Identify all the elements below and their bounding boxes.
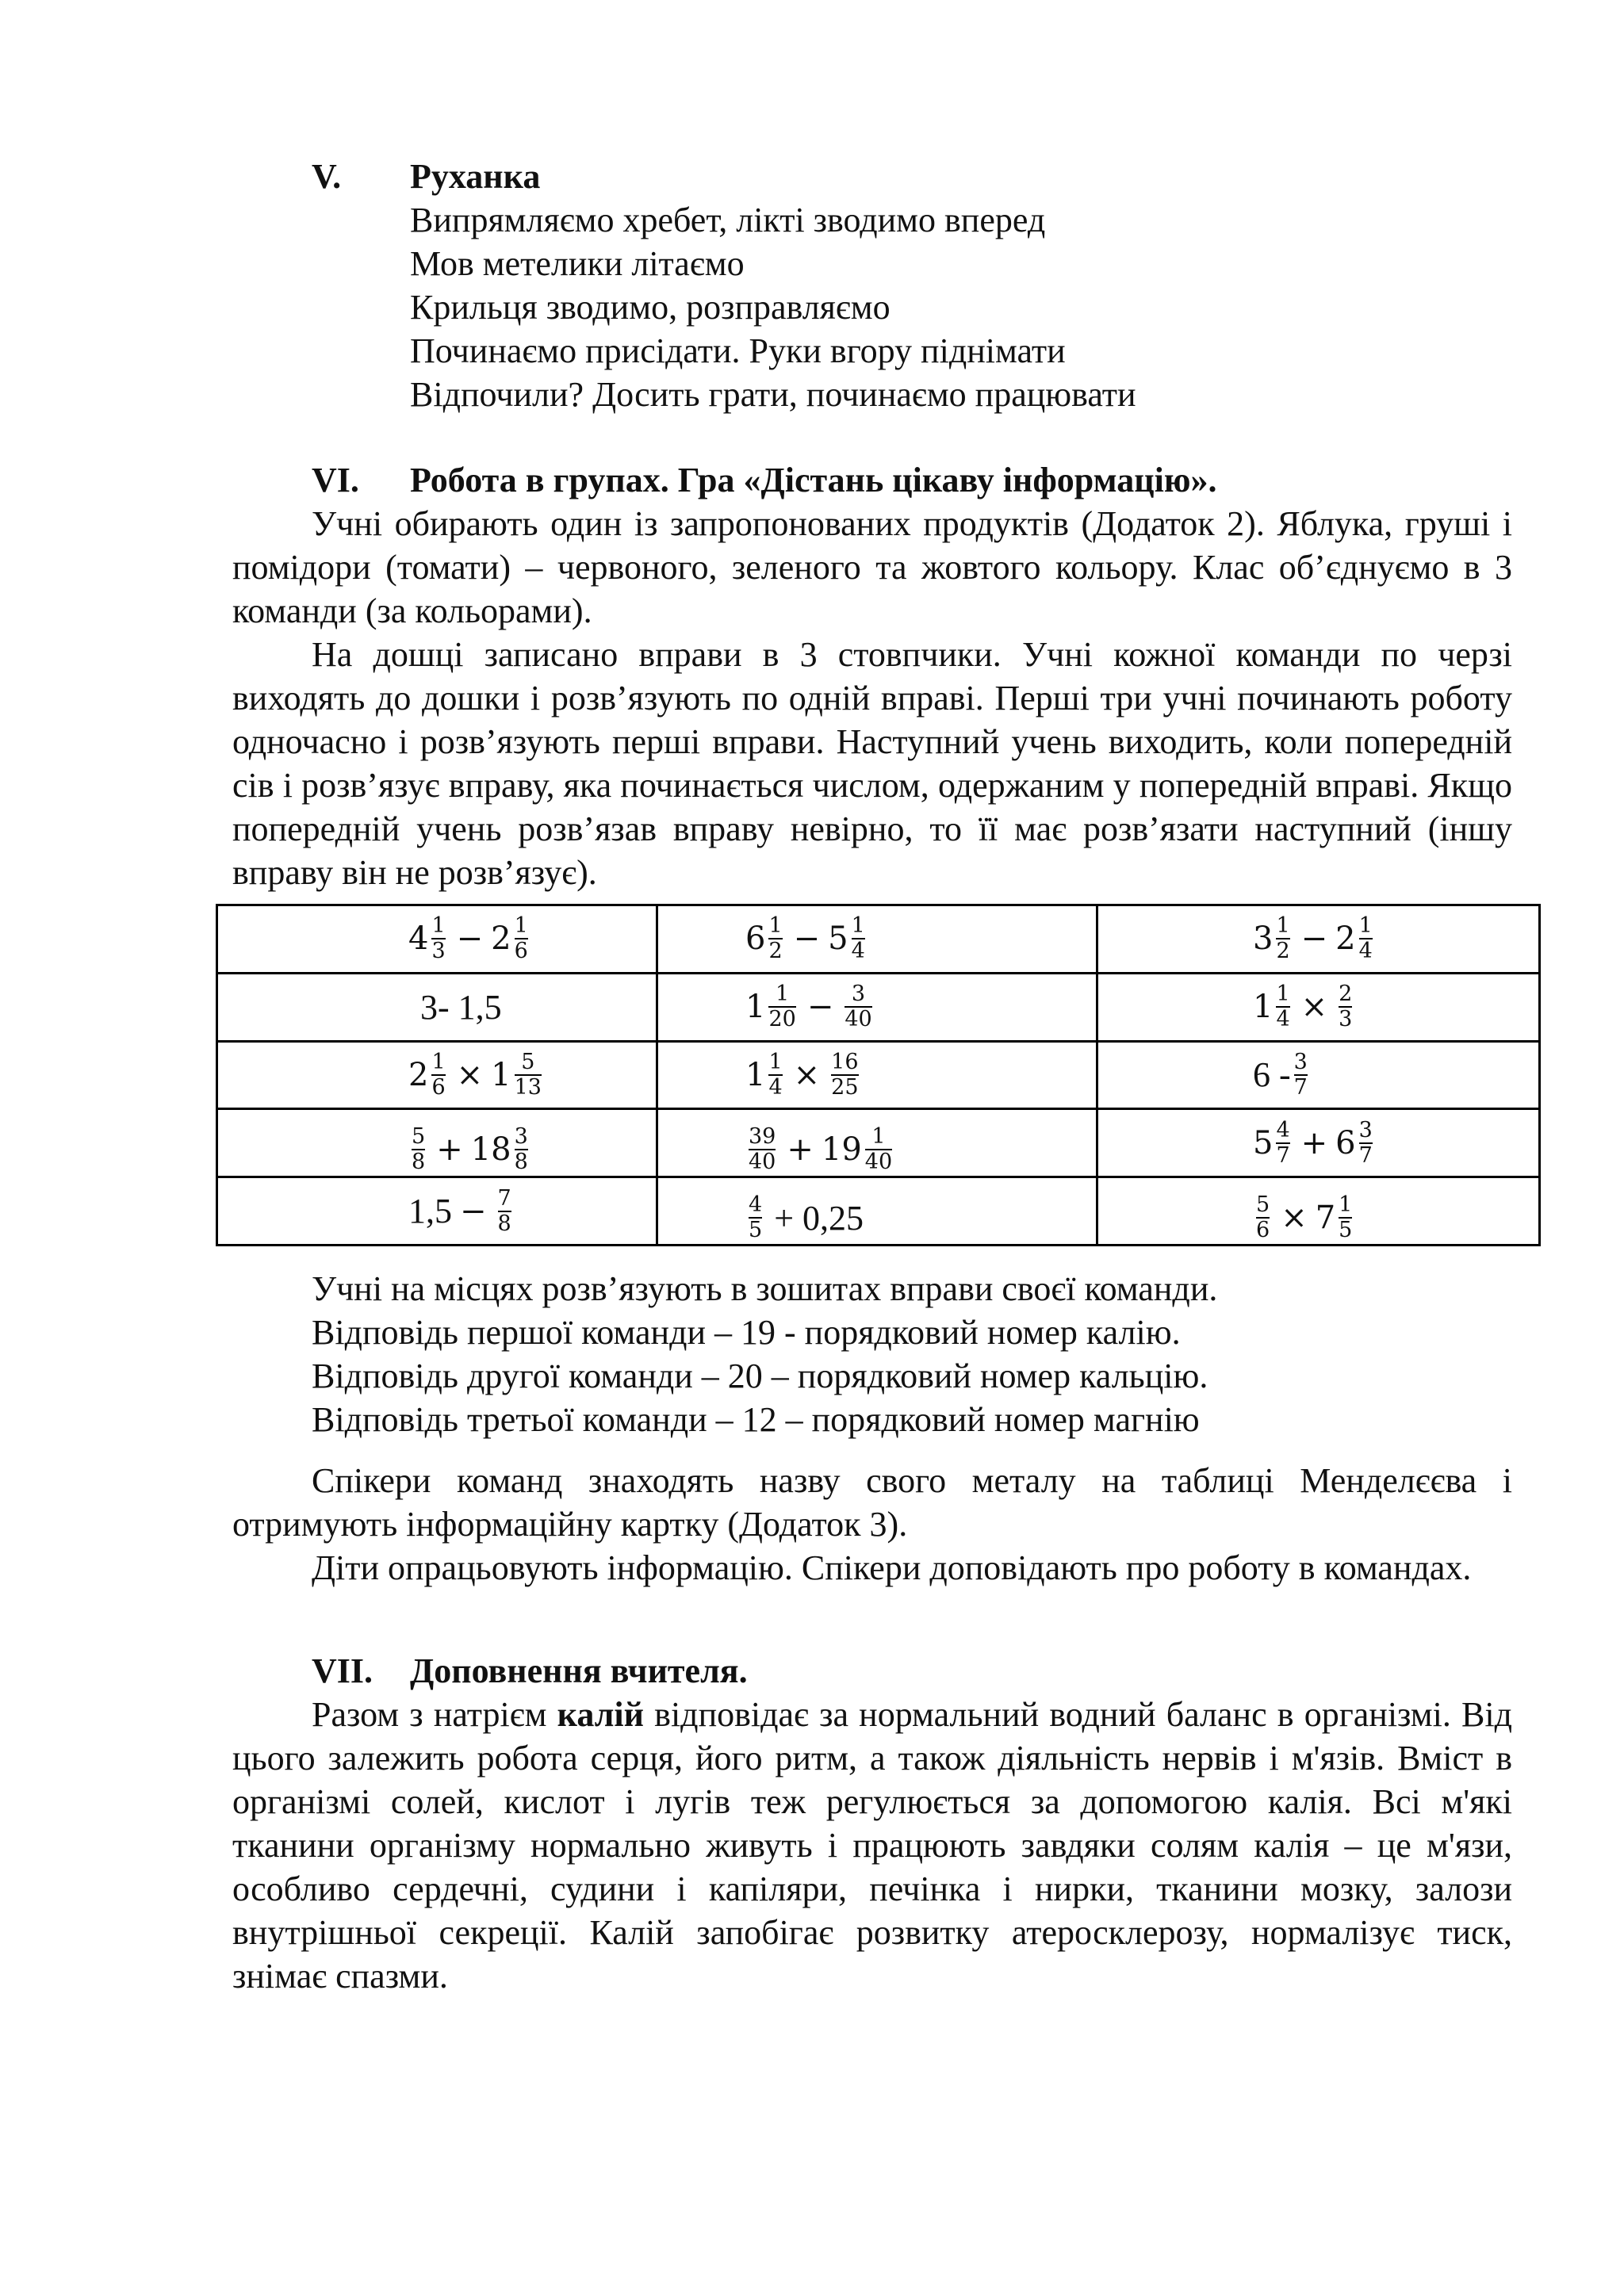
whole-number: 1: [745, 989, 766, 1026]
table-cell: [657, 905, 1097, 974]
denominator: 40: [749, 1150, 776, 1175]
numerator: 1: [431, 913, 446, 939]
whole-number: 2: [1335, 920, 1356, 958]
fraction: [431, 1050, 445, 1100]
table-cell: [657, 1177, 1097, 1246]
operator: ×: [456, 1056, 484, 1093]
paragraph: Діти опрацьовують інформацію. Спікери доповідають про роботу в командах.: [312, 1548, 1472, 1587]
denominator: 8: [514, 1150, 528, 1175]
whole-number: 1: [1253, 989, 1274, 1026]
whole-number: 7: [1315, 1200, 1336, 1237]
table-row: [217, 905, 1540, 974]
numerator: 16: [831, 1049, 859, 1074]
table-cell: [217, 1041, 657, 1109]
table-cell: [1097, 973, 1540, 1041]
expression-text: 1,5: [408, 1192, 452, 1231]
poem-line: Відпочили? Досить грати, починаємо працювати: [410, 375, 1136, 414]
denominator: 2: [1276, 939, 1290, 964]
math-expression: [420, 987, 502, 1027]
answer-line: Відповідь третьої команди – 12 – порядковий номер магнію: [312, 1400, 1200, 1439]
fraction: [1359, 1119, 1373, 1168]
whole-number: 5: [828, 920, 848, 958]
answer-line: Відповідь першої команди – 19 - порядковий номер калію.: [312, 1313, 1181, 1352]
poem-line: Крильця зводимо, розправляємо: [410, 288, 891, 327]
math-expression: [408, 1125, 531, 1174]
whole-number: 2: [491, 920, 511, 958]
table-cell: [217, 905, 657, 974]
numerator: 4: [749, 1192, 763, 1218]
operator: ×: [1281, 1200, 1308, 1237]
math-expression: [745, 1050, 862, 1100]
whole-number: 18: [470, 1131, 511, 1169]
fraction: [768, 1050, 782, 1100]
table-cell: [657, 1041, 1097, 1109]
denominator: 25: [831, 1074, 859, 1100]
denominator: 3: [431, 939, 446, 964]
fraction: [1276, 914, 1289, 963]
section-7-title: Доповнення вчителя.: [410, 1651, 748, 1690]
denominator: 4: [1276, 1007, 1290, 1032]
math-expression: [1253, 1119, 1376, 1168]
operator: −: [1300, 920, 1328, 958]
denominator: 5: [749, 1218, 763, 1243]
section-6-title: Робота в групах. Гра «Дістань цікаву інформацію».: [410, 461, 1217, 499]
paragraph: Спікери команд знаходять назву свого металу на таблиці Менделєєва і отримують інформаційну картку (Додаток 3).: [232, 1461, 1512, 1544]
table-row: [217, 973, 1540, 1041]
numerator: 1: [431, 1049, 446, 1074]
paragraph: Учні обирають один із запропонованих продуктів (Додаток 2). Яблука, груші і помідори (томати) – червоного, зеленого та жовтого кольору. Клас об’єднуємо в 3 команди (за кольорами).: [232, 504, 1512, 630]
math-expression: [745, 1125, 895, 1174]
section-6-number: VI.: [312, 461, 359, 499]
operator: −: [806, 989, 834, 1026]
poem-line: Мов метелики літаємо: [410, 244, 745, 283]
expression-text: 6 -: [1253, 1055, 1291, 1095]
text-run: Разом з натрієм: [312, 1695, 557, 1734]
fraction: [1256, 1193, 1270, 1242]
table-cell: [657, 1109, 1097, 1177]
denominator: 4: [851, 939, 865, 964]
numerator: 1: [1339, 1192, 1353, 1218]
table-row: [217, 1177, 1540, 1246]
fraction: [498, 1187, 511, 1236]
math-expression: [745, 1193, 864, 1242]
table-cell: [217, 973, 657, 1041]
fraction: [768, 982, 795, 1031]
numerator: 5: [412, 1124, 426, 1150]
fraction: [431, 914, 445, 963]
paragraph: [232, 1693, 1512, 1998]
fraction: [831, 1050, 858, 1100]
denominator: 2: [768, 939, 783, 964]
operator: −: [793, 920, 821, 958]
table-cell: [1097, 905, 1540, 974]
section-7-number: VII.: [312, 1651, 373, 1690]
fraction: [1294, 1050, 1308, 1100]
whole-number: 1: [491, 1056, 511, 1093]
math-expression: [1253, 914, 1376, 963]
section-7: [232, 1649, 1512, 1998]
fraction: [1339, 982, 1352, 1031]
fraction: [1276, 982, 1289, 1031]
bold-term: калій: [557, 1695, 645, 1734]
answer-line: Учні на місцях розв’язують в зошитах вправи своєї команди.: [312, 1269, 1218, 1308]
numerator: 5: [521, 1049, 535, 1074]
numerator: 1: [776, 982, 790, 1007]
whole-number: 6: [1335, 1124, 1356, 1161]
whole-number: 1: [745, 1056, 766, 1093]
numerator: 3: [514, 1124, 528, 1150]
table-row: [217, 1041, 1540, 1109]
math-expression: [1253, 1193, 1355, 1242]
section-5-title: Руханка: [410, 157, 541, 196]
whole-number: 5: [1253, 1124, 1274, 1161]
numerator: 1: [1276, 913, 1290, 939]
numerator: 7: [497, 1185, 511, 1211]
operator: +: [436, 1131, 463, 1169]
denominator: 6: [514, 939, 528, 964]
answer-line: Відповідь другої команди – 20 – порядковий номер кальцію.: [312, 1357, 1208, 1395]
exercise-poem: [232, 198, 1512, 416]
numerator: 5: [1256, 1192, 1270, 1218]
math-expression: [745, 982, 875, 1031]
denominator: 13: [514, 1074, 542, 1100]
numerator: 1: [768, 1049, 783, 1074]
expression-text: 3- 1,5: [420, 987, 502, 1027]
whole-number: 6: [745, 920, 766, 958]
table-cell: [1097, 1177, 1540, 1246]
denominator: 20: [768, 1007, 796, 1032]
denominator: 7: [1358, 1142, 1373, 1168]
section-6-heading: [232, 458, 1512, 502]
whole-number: 3: [1253, 920, 1274, 958]
fraction: [768, 914, 782, 963]
denominator: 6: [1256, 1218, 1270, 1243]
denominator: 40: [864, 1150, 893, 1175]
denominator: 7: [1276, 1142, 1290, 1168]
denominator: 7: [1293, 1074, 1308, 1100]
poem-line: Починаємо присідати. Руки вгору піднімати: [410, 331, 1066, 370]
paragraph: На дошці записано вправи в 3 стовпчики. Учні кожної команди по черзі виходять до дошки і розв’язують по одній вправі. Перші три учні починають роботу одночасно і розв’язують перші вправи. Наступний учень виходить, коли попередній сів і розв’язує вправу, яка починається числом, одержаним у попередній вправі. Якщо попередній учень розв’язав вправу невірно, то її має розв’язати наступний (іншу вправу він не розв’язує).: [232, 635, 1512, 892]
numerator: 4: [1276, 1117, 1290, 1142]
numerator: 1: [768, 913, 783, 939]
whole-number: 19: [821, 1131, 862, 1169]
fraction: [852, 914, 865, 963]
fraction: [749, 1193, 762, 1242]
numerator: 1: [1358, 913, 1373, 939]
text-run: відповідає за нормальний водний баланс в організмі. Від цього залежить робота серця, його ритм, а також діяльність нервів і м'язів. Вміст в організмі солей, кислот і лугів теж регулюється за допомогою калія. Всі м'які тканини організму нормально живуть і працюють завдяки солям калія – це м'язи, особливо сердечні, судини і капіляри, печінка і нирки, тканини мозку, залози внутрішньої секреції. Калій запобігає розвитку атеросклерозу, нормалізує тиск, знімає спазми.: [232, 1695, 1513, 1996]
numerator: 3: [1293, 1049, 1308, 1074]
fraction: [1276, 1119, 1289, 1168]
math-expression: [408, 914, 531, 963]
table-cell: [1097, 1109, 1540, 1177]
section-7-heading: [232, 1649, 1512, 1693]
denominator: 6: [431, 1074, 446, 1100]
math-expression: [1253, 1050, 1311, 1100]
operator: +: [787, 1131, 814, 1169]
section-6: [232, 458, 1512, 894]
section-5-number: V.: [312, 157, 342, 196]
operator: −: [460, 1192, 487, 1230]
fraction: [412, 1125, 425, 1174]
whole-number: 2: [408, 1056, 429, 1093]
exercises-table: [216, 904, 1541, 1246]
fraction: [515, 1050, 542, 1100]
team-answers: [232, 1267, 1512, 1441]
poem-line: Випрямляємо хребет, лікті зводимо вперед: [410, 201, 1046, 239]
math-expression: [745, 914, 868, 963]
fraction: [845, 982, 871, 1031]
section-5: [232, 155, 1512, 416]
table-row: [217, 1109, 1540, 1177]
fraction: [1339, 1193, 1352, 1242]
operator: −: [456, 920, 484, 958]
denominator: 3: [1339, 1007, 1353, 1032]
numerator: 1: [514, 913, 528, 939]
denominator: 8: [497, 1211, 511, 1236]
numerator: 2: [1339, 982, 1353, 1007]
operator: ×: [1300, 989, 1328, 1026]
fraction: [749, 1125, 776, 1174]
numerator: 1: [1276, 982, 1290, 1007]
fraction: [515, 914, 528, 963]
numerator: 1: [851, 913, 865, 939]
operator: +: [1300, 1124, 1328, 1161]
speakers-block: [232, 1459, 1512, 1590]
numerator: 39: [749, 1124, 776, 1150]
operator: ×: [793, 1056, 821, 1093]
math-expression: [408, 1050, 545, 1100]
whole-number: 4: [408, 920, 429, 958]
denominator: 5: [1339, 1218, 1353, 1243]
denominator: 8: [412, 1150, 426, 1175]
expression-text: + 0,25: [765, 1198, 864, 1238]
fraction: [515, 1125, 528, 1174]
table-cell: [657, 973, 1097, 1041]
fraction: [1359, 914, 1373, 963]
denominator: 4: [768, 1074, 783, 1100]
table-cell: [1097, 1041, 1540, 1109]
numerator: 1: [871, 1124, 886, 1150]
denominator: 40: [845, 1007, 872, 1032]
numerator: 3: [851, 982, 866, 1007]
fraction: [865, 1125, 892, 1174]
math-expression: [408, 1187, 515, 1236]
table-cell: [217, 1177, 657, 1246]
table-cell: [217, 1109, 657, 1177]
denominator: 4: [1358, 939, 1373, 964]
math-expression: [1253, 982, 1355, 1031]
numerator: 3: [1358, 1117, 1373, 1142]
section-5-heading: [232, 155, 1512, 198]
